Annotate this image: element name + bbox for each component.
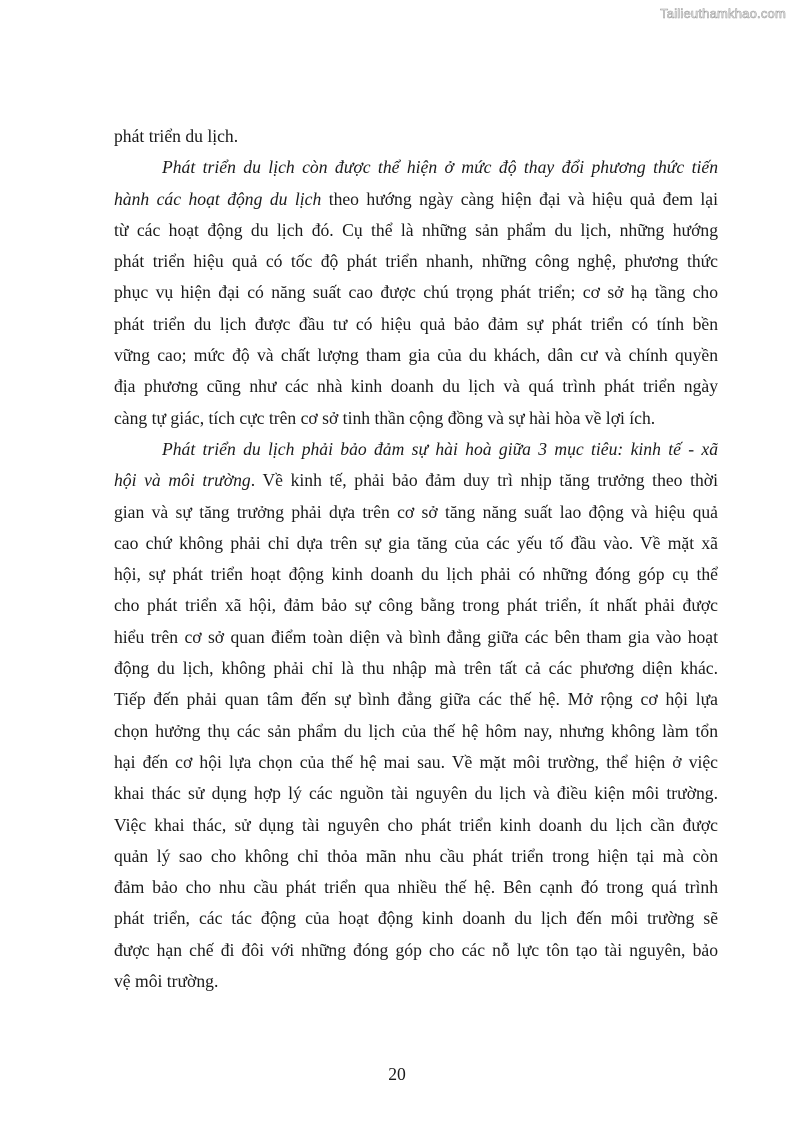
- text-line: càng tự giác, tích cực trên cơ sở tinh thần cộng đồng và sự hài hòa về lợi ích.: [114, 407, 656, 428]
- paragraph-1: [114, 152, 718, 434]
- text-line: hại đến cơ hội lựa chọn của thế hệ mai sau. Về mặt môi trường, thể hiện ở việc: [114, 751, 718, 772]
- text-line: khai thác sử dụng hợp lý các nguồn tài nguyên du lịch và điều kiện môi trường.: [114, 783, 718, 804]
- text-line: phát triển hiệu quả có tốc độ phát triển nhanh, những công nghệ, phương thức: [114, 251, 718, 272]
- document-body: [114, 121, 718, 997]
- text-line: Tiếp đến phải quan tâm đến sự bình đẳng giữa các thế hệ. Mở rộng cơ hội lựa: [114, 689, 718, 710]
- text-line: hội, sự phát triển hoạt động kinh doanh du lịch phải có những đóng góp cụ thể: [114, 564, 718, 585]
- text-line: hiểu trên cơ sở quan điểm toàn diện và bình đẳng giữa các bên tham gia vào hoạt: [114, 626, 718, 647]
- page-number: 20: [388, 1064, 406, 1084]
- italic-phrase: hành các hoạt động du lịch: [114, 188, 322, 209]
- text-line: hội và môi trường. Về kinh tế, phải bảo đảm duy trì nhịp tăng trưởng theo thời: [114, 470, 718, 491]
- text-line: quản lý sao cho không chỉ thỏa mãn nhu cầu phát triển trong hiện tại mà còn: [114, 845, 718, 866]
- text-line: được hạn chế đi đôi với những đóng góp cho các nỗ lực tôn tạo tài nguyên, bảo: [114, 939, 718, 960]
- text-line: phục vụ hiện đại có năng suất cao được chú trọng phát triển; cơ sở hạ tầng cho: [114, 282, 718, 303]
- text-line: cao chứ không phải chỉ dựa trên sự gia tăng của các yếu tố đầu vào. Về mặt xã: [114, 532, 718, 553]
- text-line: phát triển, các tác động của hoạt động kinh doanh du lịch đến môi trường sẽ: [114, 908, 718, 929]
- text-line: phát triển du lịch được đầu tư có hiệu quả bảo đảm sự phát triển có tính bền: [114, 313, 718, 334]
- text-line: cho phát triển xã hội, đảm bảo sự công bằng trong phát triển, ít nhất phải được: [114, 595, 718, 616]
- paragraph-2: [114, 434, 718, 997]
- text-line: vệ môi trường.: [114, 971, 219, 992]
- text-line: đảm bảo cho nhu cầu phát triển qua nhiều thế hệ. Bên cạnh đó trong quá trình: [114, 877, 718, 898]
- opening-line: [114, 121, 718, 152]
- text-line: [114, 152, 718, 183]
- text-line: chọn hưởng thụ các sản phẩm du lịch của thế hệ hôm nay, nhưng không làm tổn: [114, 720, 718, 741]
- text-line: phát triển du lịch.: [114, 126, 239, 146]
- text-line: vững cao; mức độ và chất lượng tham gia của du khách, dân cư và chính quyền: [114, 345, 718, 366]
- text-line: [114, 434, 718, 465]
- text-line: gian và sự tăng trưởng phải dựa trên cơ sở tăng năng suất lao động và hiệu quả: [114, 501, 718, 522]
- watermark-text: Tailieuthamkhao.com: [660, 6, 786, 21]
- text-line: địa phương cũng như các nhà kinh doanh du lịch và quá trình phát triển ngày: [114, 376, 718, 397]
- italic-phrase: Phát triển du lịch phải bảo đảm sự hài hoà giữa 3 mục tiêu: kinh tế - xã: [162, 438, 718, 459]
- text-line: từ các hoạt động du lịch đó. Cụ thể là những sản phẩm du lịch, những hướng: [114, 219, 718, 240]
- italic-phrase: hội và môi trường: [114, 470, 251, 491]
- text-line: động du lịch, không phải chỉ là thu nhập mà trên tất cả các phương diện khác.: [114, 658, 718, 679]
- text-line: hành các hoạt động du lịch theo hướng ngày càng hiện đại và hiệu quả đem lại: [114, 188, 718, 209]
- text-line: Việc khai thác, sử dụng tài nguyên cho phát triển kinh doanh du lịch cần được: [114, 814, 718, 835]
- italic-phrase: Phát triển du lịch còn được thể hiện ở mức độ thay đổi phương thức tiến: [162, 157, 718, 178]
